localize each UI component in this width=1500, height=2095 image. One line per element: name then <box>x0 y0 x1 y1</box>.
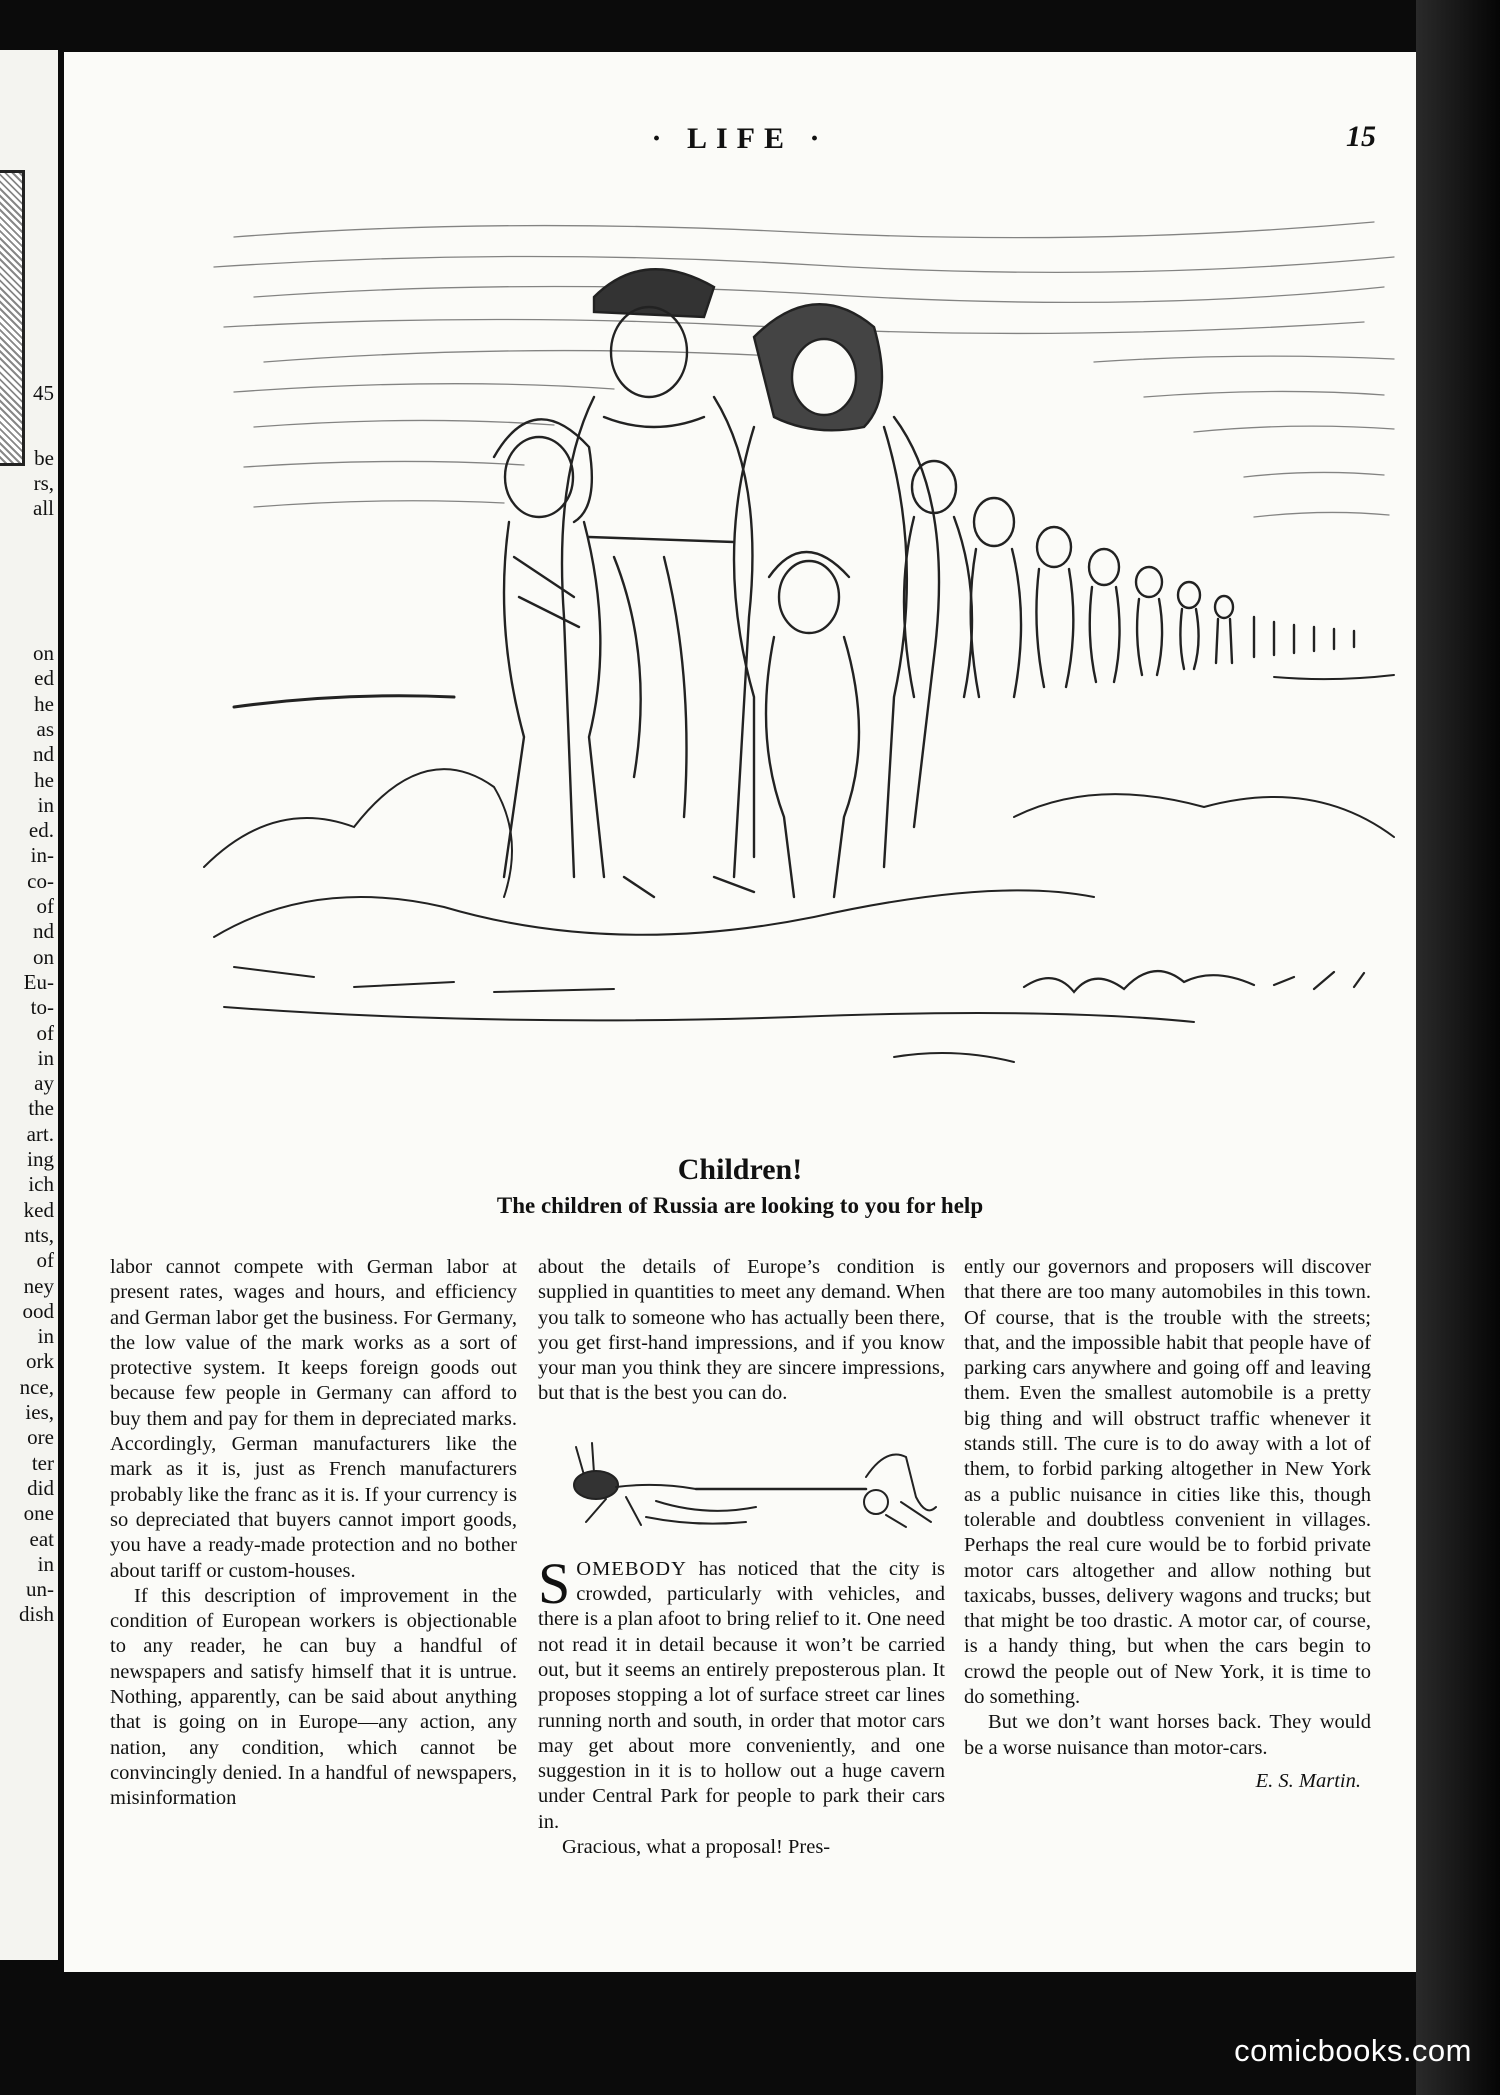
previous-page-fragment: dish <box>18 1602 54 1627</box>
previous-page-fragment: in <box>37 1045 54 1070</box>
lead-in: OMEBODY <box>576 1557 687 1580</box>
previous-page-fragment: ork <box>26 1349 54 1374</box>
article-column-2 <box>538 1255 945 1860</box>
running-head: · LIFE · <box>651 122 829 155</box>
previous-page-fragment: nd <box>33 742 54 767</box>
article-column-3 <box>964 1255 1371 1794</box>
previous-page-fragment: of <box>36 1020 54 1045</box>
previous-page-fragment: un- <box>26 1577 54 1602</box>
previous-page-fragment: in <box>37 1324 54 1349</box>
donkey-pulling-car-vignette <box>546 1427 941 1537</box>
previous-page-fragment: ore <box>27 1425 54 1450</box>
previous-page-illustration-edge <box>0 170 25 466</box>
previous-page-fragment: rs, <box>33 471 54 495</box>
paragraph: Gracious, what a proposal! Pres- <box>562 1836 831 1859</box>
page-number: 15 <box>1346 120 1376 153</box>
previous-page-fragment: one <box>23 1501 54 1526</box>
previous-page-fragment: all <box>33 496 54 520</box>
previous-page-fragment: ed. <box>28 818 54 843</box>
caption-subtitle: The children of Russia are looking to you for help <box>496 1193 984 1218</box>
watermark: comicbooks.com <box>1234 2033 1472 2068</box>
previous-page-fragment: nts, <box>24 1222 54 1247</box>
snow-drifts <box>204 769 1394 1062</box>
paragraph: But we don’t want horses back. They would be a worse nuisance than motor-cars. <box>964 1711 1371 1759</box>
previous-page-fragment: in- <box>30 843 54 868</box>
article-column-1 <box>110 1255 517 1812</box>
previous-page-fragment: he <box>34 691 54 716</box>
previous-page-fragment: nce, <box>19 1374 54 1399</box>
previous-page-fragment: eat <box>29 1526 54 1551</box>
previous-page-fragment: nd <box>33 919 54 944</box>
previous-page-fragment: ked <box>23 1197 54 1222</box>
paragraph: about the details of Europe’s condition is supplied in quantities to meet any demand. When you talk to someone who has actually been there, you get first-hand impressions, and if you know your man you think they are sincere impressions, but that is the best you can do. <box>538 1256 945 1405</box>
previous-page-fragment: ich <box>28 1172 54 1197</box>
previous-page-fragment: ies, <box>25 1400 54 1424</box>
previous-page-fragment: did <box>27 1475 54 1500</box>
paragraph: labor cannot compete with German labor at present rates, wages and hours, and efficiency and German labor get the business. For Germany, the low value of the mark works as a sort of protective system. It keeps foreign goods out because few people in Germany can afford to buy them and pay for them in depreciated marks. Accordingly, German manufacturers like the mark as it is, just as French manufacturers probably like the franc as it is. If your currency is so depreciated that buyers cannot import goods, you have a ready-made protection and no bother about tariff or custom-houses. <box>110 1256 517 1582</box>
previous-page-fragment: on <box>33 944 54 969</box>
magazine-page <box>64 52 1416 1972</box>
paragraph: ently our governors and proposers will discover that there are too many automobiles in this town. Of course, that is the trouble with the streets; that, and the impossible habit that people have of parking cars anywhere and going off and leaving them. Even the smallest automobile is a pretty big thing and will obstruct traffic whenever it stands still. The cure is to do away with a lot of them, to forbid parking altogether in New York as a public nuisance in cities like this, though tolerable and doubtless convenient in villages. Perhaps the real cure would be to forbid private motor cars altogether and allow nothing but taxicabs, busses, delivery wagons and trucks; but that might be too drastic. A motor car, of course, is a handy thing, but when the cars begin to crowd the people out of New York, it is time to do something. <box>964 1256 1371 1709</box>
paragraph <box>538 1550 945 1835</box>
previous-page-fragment: of <box>36 1248 54 1273</box>
artist-signature <box>1024 971 1364 992</box>
page-edge-shadow <box>1416 0 1500 2095</box>
previous-page-fragment: he <box>34 767 54 792</box>
previous-page-fragment: as <box>36 716 54 741</box>
previous-page-fragment: to- <box>30 995 54 1020</box>
author-signature: E. S. Martin. <box>1255 1769 1361 1792</box>
previous-page-fragment: 45 <box>33 381 54 405</box>
paragraph-text: has noticed that the city is crowded, particularly with vehicles, and there is a plan afoot to bring relief to it. One need not read it in detail because it won’t be carried out, but it seems an entirely preposterous plan. It proposes stopping a lot of surface street car lines running north and south, in order that motor cars may get about more conveniently, and one suggestion in it is to hollow out a huge cavern under Central Park for people to park their cars in. <box>538 1557 945 1833</box>
previous-page-fragment: in <box>37 792 54 817</box>
previous-page-fragment: ood <box>22 1298 54 1323</box>
previous-page-fragment: Eu- <box>23 969 54 994</box>
drop-cap: S <box>538 1550 571 1616</box>
previous-page-fragment: ing <box>27 1147 54 1171</box>
children-illustration <box>194 177 1424 1137</box>
previous-page-fragment: ay <box>34 1071 54 1096</box>
previous-page-fragment: the <box>28 1096 54 1121</box>
previous-page-edge <box>0 50 58 1960</box>
previous-page-fragment: of <box>36 894 54 918</box>
previous-page-fragment: in <box>37 1551 54 1576</box>
previous-page-fragment: be <box>34 446 54 470</box>
previous-page-fragment: ter <box>31 1450 54 1475</box>
paragraph: If this description of improvement in the condition of European workers is objectionable to any reader, he can buy a handful of newspapers and satisfy himself that it is untrue. Nothing, apparently, can be said about anything that is going on in Europe—any action, any nation, any condition, which cannot be convincingly denied. In a handful of newspapers, misinformation <box>110 1584 517 1810</box>
previous-page-fragment: co- <box>27 868 54 893</box>
previous-page-fragment: on <box>33 641 54 665</box>
caption-title: Children! <box>677 1153 803 1186</box>
previous-page-fragment: art. <box>26 1121 54 1146</box>
previous-page-fragment: ney <box>23 1273 54 1298</box>
previous-page-fragment: ed <box>34 666 54 691</box>
